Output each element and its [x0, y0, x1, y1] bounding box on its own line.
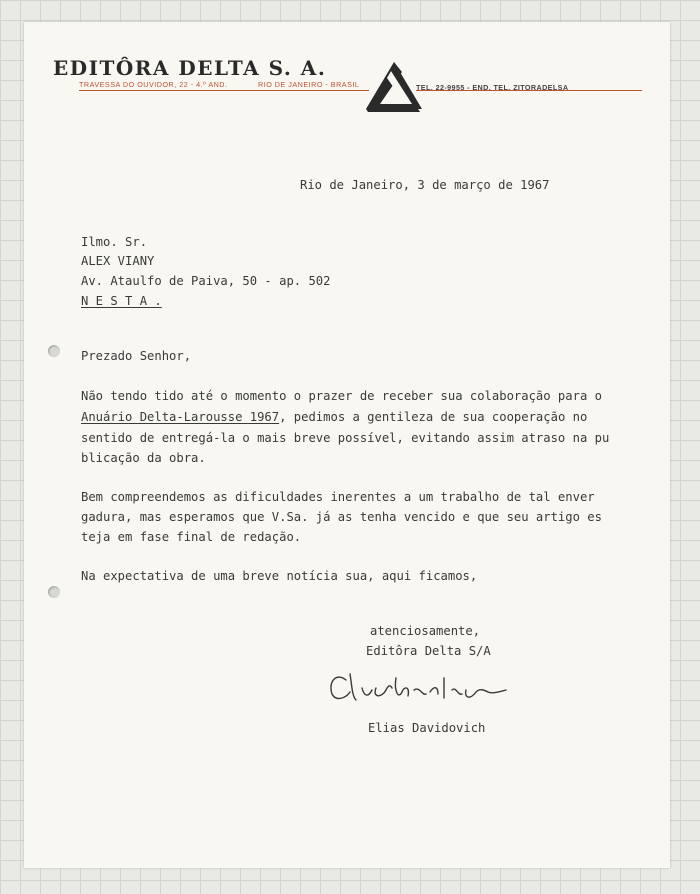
recipient-city: N E S T A .: [81, 294, 162, 308]
punch-hole-top: [48, 345, 60, 357]
paragraph-1-line-4: blicação da obra.: [81, 451, 206, 465]
letterhead-rule-left: [79, 90, 369, 91]
letterhead-city: RIO DE JANEIRO - BRASIL: [258, 80, 360, 89]
paragraph-2-line-1: Bem compreendemos as dificuldades inerentes a um trabalho de tal enver: [81, 490, 595, 504]
closing-line: atenciosamente,: [370, 624, 481, 638]
recipient-name: ALEX VIANY: [81, 254, 155, 268]
recipient-title: Ilmo. Sr.: [81, 235, 148, 249]
letter-paper: [24, 22, 670, 868]
recipient-address: Av. Ataulfo de Paiva, 50 - ap. 502: [81, 274, 331, 288]
publication-title: Anuário Delta-Larousse 1967: [81, 410, 280, 424]
paragraph-2-line-2: gadura, mas esperamos que V.Sa. já as tenha vencido e que seu artigo es: [81, 510, 602, 524]
paragraph-1-line-2: [81, 411, 587, 423]
company-name: EDITÔRA DELTA S. A.: [53, 56, 327, 80]
punch-hole-bottom: [48, 586, 60, 598]
paragraph-1-line-2-rest: , pedimos a gentileza de sua cooperação no: [279, 410, 588, 424]
signer-name: Elias Davidovich: [368, 721, 486, 735]
handwritten-signature: [306, 652, 526, 712]
paragraph-3: Na expectativa de uma breve notícia sua, aqui ficamos,: [81, 569, 478, 583]
closing-company: Editôra Delta S/A: [366, 644, 491, 658]
letterhead-street: TRAVESSA DO OUVIDOR, 22 - 4.º AND.: [79, 80, 228, 89]
paragraph-1-line-3: sentido de entregá-la o mais breve possível, evitando assim atraso na pu: [81, 431, 610, 445]
greeting: Prezado Senhor,: [81, 349, 192, 363]
letterhead-telephone: TEL. 22-9955 - END. TEL. ZITORADELSA: [416, 83, 569, 92]
letter-date: Rio de Janeiro, 3 de março de 1967: [300, 178, 550, 192]
paragraph-2-line-3: teja em fase final de redação.: [81, 530, 302, 544]
paragraph-1-line-1: Não tendo tido até o momento o prazer de receber sua colaboração para o: [81, 389, 602, 403]
